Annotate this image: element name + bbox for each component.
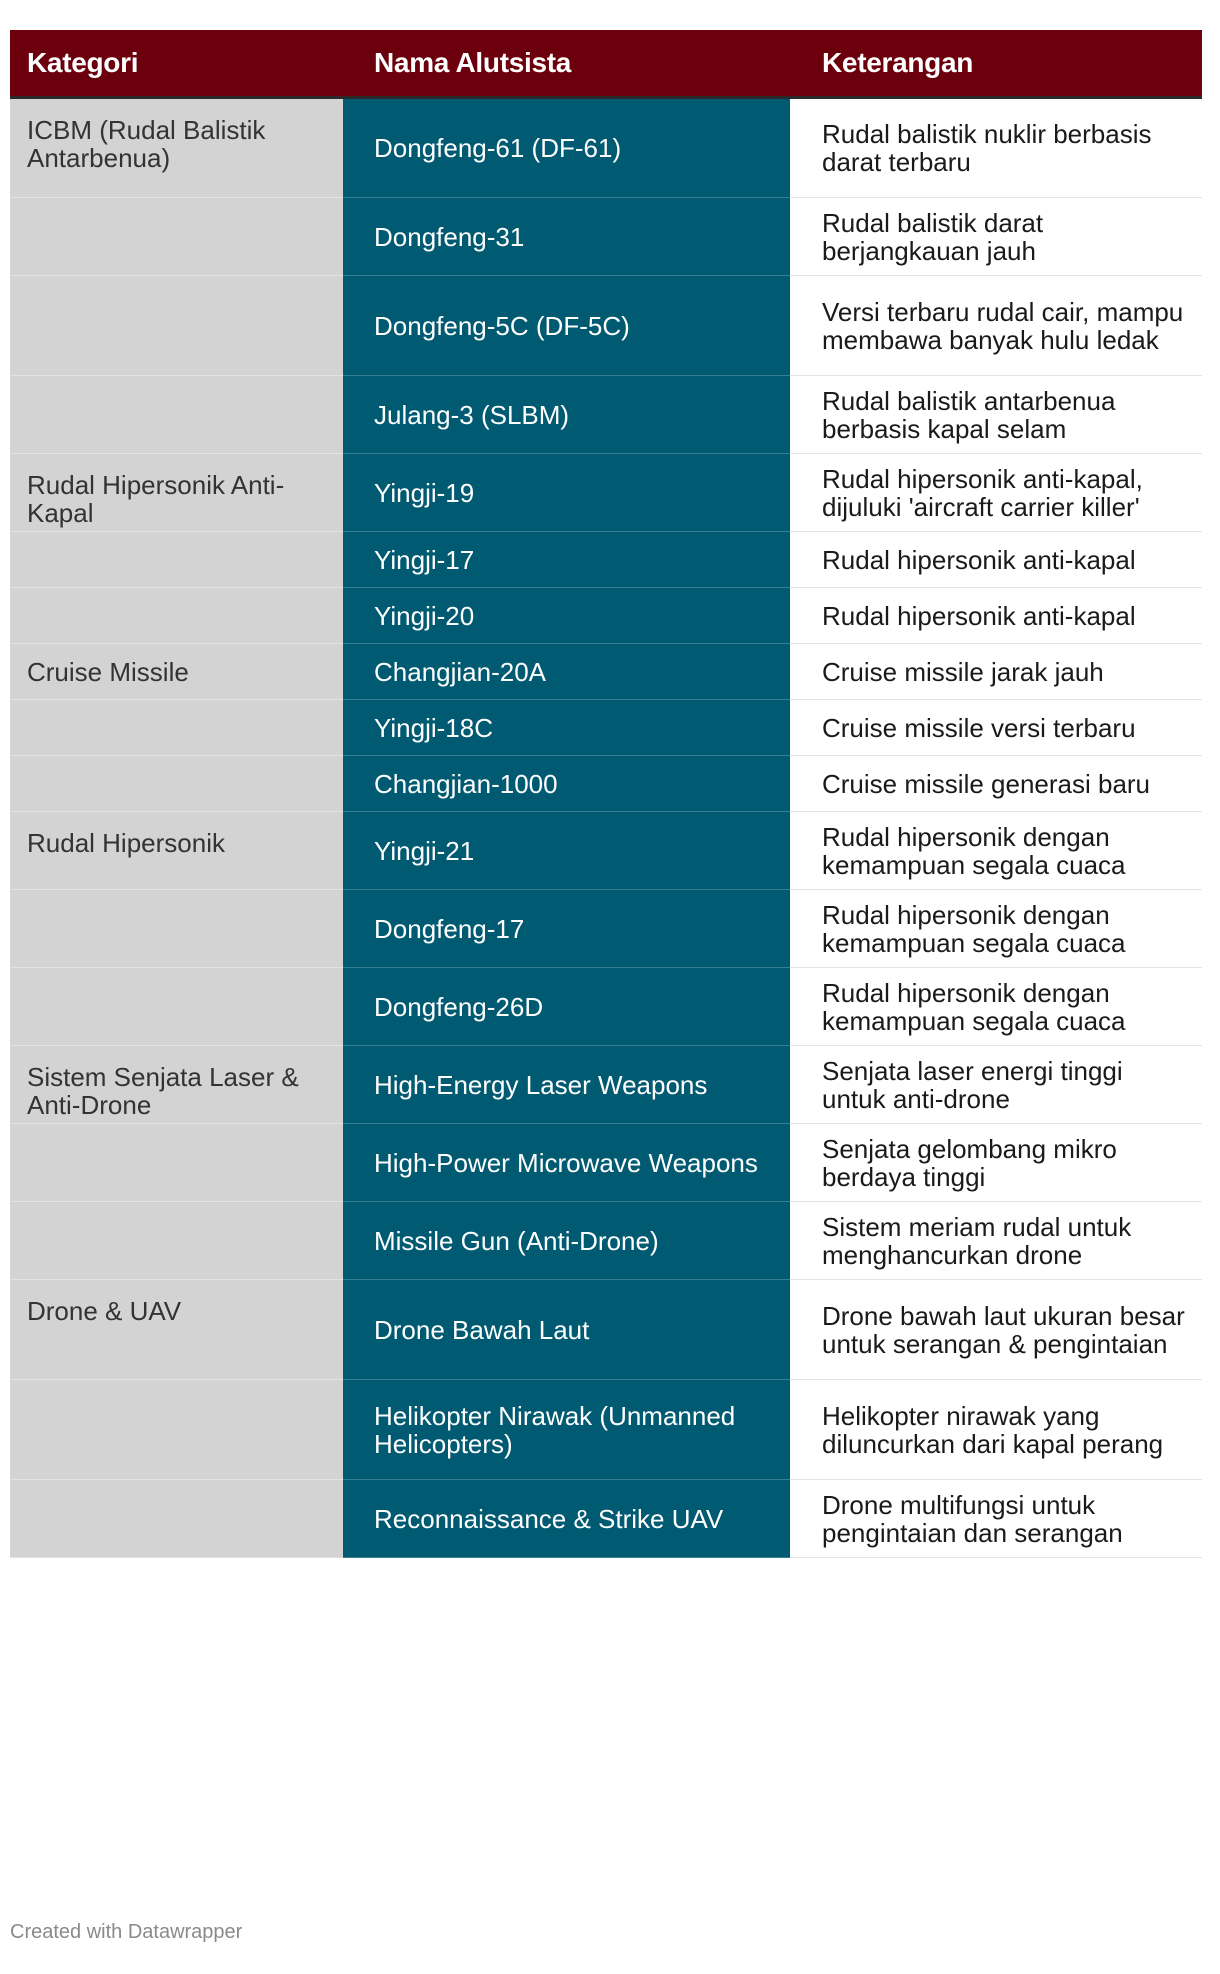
cell-kategori [10, 756, 343, 812]
table-header [10, 30, 1202, 98]
cell-nama-alutsista: Julang-3 (SLBM) [343, 376, 790, 454]
cell-kategori [10, 276, 343, 376]
cell-kategori [10, 532, 343, 588]
cell-nama-alutsista: Yingji-17 [343, 532, 790, 588]
table-row [10, 1480, 1202, 1558]
column-header-keterangan[interactable]: Keterangan [790, 30, 1202, 98]
column-header-nama-alutsista[interactable]: Nama Alutsista [343, 30, 790, 98]
cell-kategori: ICBM (Rudal Balistik Antarbenua) [10, 98, 343, 198]
cell-kategori [10, 890, 343, 968]
column-header-kategori[interactable]: Kategori [10, 30, 343, 98]
table-row [10, 1202, 1202, 1280]
cell-kategori [10, 1380, 343, 1480]
cell-nama-alutsista: Dongfeng-17 [343, 890, 790, 968]
table-row [10, 588, 1202, 644]
cell-keterangan: Cruise missile versi terbaru [790, 700, 1202, 756]
table-row [10, 968, 1202, 1046]
cell-keterangan: Rudal hipersonik dengan kemampuan segala cuaca [790, 968, 1202, 1046]
cell-keterangan: Rudal hipersonik dengan kemampuan segala cuaca [790, 812, 1202, 890]
cell-keterangan: Senjata laser energi tinggi untuk anti-drone [790, 1046, 1202, 1124]
cell-kategori [10, 700, 343, 756]
cell-nama-alutsista: Reconnaissance & Strike UAV [343, 1480, 790, 1558]
cell-kategori: Sistem Senjata Laser & Anti-Drone [10, 1046, 343, 1124]
table-row [10, 890, 1202, 968]
cell-keterangan: Rudal balistik nuklir berbasis darat terbaru [790, 98, 1202, 198]
table-row [10, 1124, 1202, 1202]
table-row [10, 1046, 1202, 1124]
cell-kategori [10, 198, 343, 276]
table-row [10, 1280, 1202, 1380]
cell-nama-alutsista: High-Energy Laser Weapons [343, 1046, 790, 1124]
cell-keterangan: Drone bawah laut ukuran besar untuk serangan & pengintaian [790, 1280, 1202, 1380]
cell-keterangan: Rudal hipersonik anti-kapal [790, 532, 1202, 588]
cell-keterangan: Cruise missile generasi baru [790, 756, 1202, 812]
cell-kategori [10, 588, 343, 644]
table-row [10, 812, 1202, 890]
weapons-table [10, 30, 1202, 1558]
cell-nama-alutsista: Yingji-21 [343, 812, 790, 890]
cell-nama-alutsista: Missile Gun (Anti-Drone) [343, 1202, 790, 1280]
cell-nama-alutsista: Changjian-20A [343, 644, 790, 700]
cell-keterangan: Rudal balistik darat berjangkauan jauh [790, 198, 1202, 276]
cell-kategori: Rudal Hipersonik Anti-Kapal [10, 454, 343, 532]
table-row [10, 454, 1202, 532]
table-body [10, 98, 1202, 1558]
cell-nama-alutsista: Helikopter Nirawak (Unmanned Helicopters) [343, 1380, 790, 1480]
cell-keterangan: Rudal hipersonik anti-kapal [790, 588, 1202, 644]
cell-nama-alutsista: Drone Bawah Laut [343, 1280, 790, 1380]
cell-nama-alutsista: Changjian-1000 [343, 756, 790, 812]
table-row [10, 98, 1202, 198]
cell-nama-alutsista: Dongfeng-61 (DF-61) [343, 98, 790, 198]
table-row [10, 376, 1202, 454]
cell-kategori [10, 1480, 343, 1558]
datawrapper-credit: Created with Datawrapper [10, 1921, 243, 1943]
cell-keterangan: Rudal hipersonik dengan kemampuan segala cuaca [790, 890, 1202, 968]
cell-kategori [10, 1202, 343, 1280]
cell-keterangan: Rudal balistik antarbenua berbasis kapal selam [790, 376, 1202, 454]
cell-nama-alutsista: High-Power Microwave Weapons [343, 1124, 790, 1202]
header-row [10, 30, 1202, 98]
cell-keterangan: Cruise missile jarak jauh [790, 644, 1202, 700]
table-row [10, 198, 1202, 276]
cell-nama-alutsista: Dongfeng-31 [343, 198, 790, 276]
table-row [10, 532, 1202, 588]
cell-keterangan: Rudal hipersonik anti-kapal, dijuluki 'aircraft carrier killer' [790, 454, 1202, 532]
cell-kategori: Rudal Hipersonik [10, 812, 343, 890]
cell-nama-alutsista: Yingji-18C [343, 700, 790, 756]
cell-nama-alutsista: Dongfeng-5C (DF-5C) [343, 276, 790, 376]
cell-kategori: Cruise Missile [10, 644, 343, 700]
cell-nama-alutsista: Yingji-19 [343, 454, 790, 532]
table-row [10, 644, 1202, 700]
table-row [10, 1380, 1202, 1480]
cell-keterangan: Versi terbaru rudal cair, mampu membawa banyak hulu ledak [790, 276, 1202, 376]
cell-keterangan: Helikopter nirawak yang diluncurkan dari kapal perang [790, 1380, 1202, 1480]
cell-kategori [10, 1124, 343, 1202]
cell-keterangan: Sistem meriam rudal untuk menghancurkan drone [790, 1202, 1202, 1280]
cell-keterangan: Senjata gelombang mikro berdaya tinggi [790, 1124, 1202, 1202]
cell-keterangan: Drone multifungsi untuk pengintaian dan serangan [790, 1480, 1202, 1558]
table-row [10, 700, 1202, 756]
cell-kategori [10, 968, 343, 1046]
table-row [10, 756, 1202, 812]
table-row [10, 276, 1202, 376]
cell-nama-alutsista: Yingji-20 [343, 588, 790, 644]
cell-kategori: Drone & UAV [10, 1280, 343, 1380]
cell-nama-alutsista: Dongfeng-26D [343, 968, 790, 1046]
cell-kategori [10, 376, 343, 454]
